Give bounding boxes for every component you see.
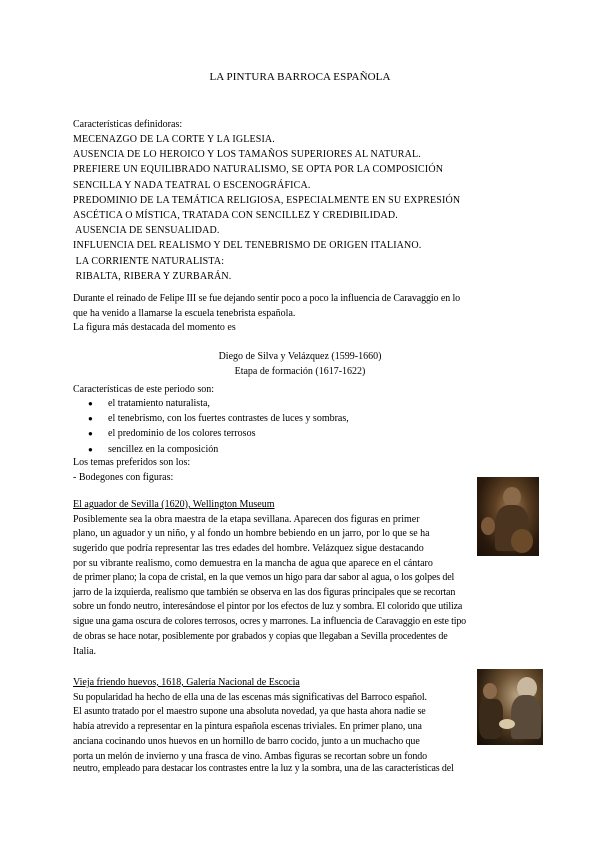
list-item: MECENAZGO DE LA CORTE Y LA IGLESIA. [73,134,275,145]
text-line: Durante el reinado de Felipe III se fue dejando sentir poco a poco la influencia de Caravaggio en lo [73,293,461,304]
bodegones-heading: - Bodegones con figuras: [73,471,174,483]
text-line: de primer plano; la copa de cristal, en la que vemos un higo para dar sabor al agua, o los golpes del [73,572,455,583]
list-item: AUSENCIA DE LO HEROICO Y LOS TAMAÑOS SUPERIORES AL NATURAL. [73,149,421,161]
list-item: LA CORRIENTE NATURALISTA: [73,255,225,267]
text-line: que ha venido a llamarse la escuela tenebrista española. [73,307,296,319]
text-line: Posiblemente sea la obra maestra de la etapa sevillana. Aparecen dos figuras en primer [73,513,420,525]
vieja-section [73,676,513,764]
etapa-heading: Etapa de formación (1617-1622) [234,366,366,377]
vieja-title: Vieja friendo huevos, 1618, Galería Nacional de Escocia [73,677,300,688]
vieja-painting-image [477,669,543,745]
text-line: Su popularidad ha hecho de ella una de las escenas más significativas del Barroco español. [73,691,427,703]
aguador-painting-image [477,477,539,556]
text-line: sobre un fondo neutro, interesándose el pintor por los efectos de luz y sombra. El colorido que utiliza [73,601,463,613]
vieja-paragraph-continued [73,762,528,777]
list-item: SENCILLA Y NADA TEATRAL O ESCENOGRÁFICA. [73,179,311,191]
list-item: ● el predominio de los colores terrosos [88,426,349,441]
text-line: sugerido que podría representar las tres edades del hombre. Velázquez sigue destacando [73,543,424,555]
aguador-section [73,498,513,572]
text-line: sigue una gama oscura de colores terrosos, ocres y marrones. La influencia de Caravaggio en este tipo [73,616,467,628]
temas-heading: Los temas preferidos son los: [73,457,191,468]
text-line: jarro de la izquierda, realismo que también se observa en las dos figuras principales que se recortan [73,586,456,598]
text-line: había atrevido a representar en la pintura española escenas triviales. En primer plano, una [73,721,422,733]
text-line: La figura más destacada del momento es [73,322,236,333]
page-title: LA PINTURA BARROCA ESPAÑOLA [209,71,391,83]
intro-paragraph [73,292,528,336]
list-item: ● el tratamiento naturalista, [88,396,349,411]
list-item: ASCÉTICA O MÍSTICA, TRATADA CON SENCILLEZ Y CREDIBILIDAD. [73,210,398,222]
text-line: porta un melón de invierno y una frasca de vino. Ambas figuras se recortan sobre un fondo [73,750,428,762]
text-line: Italia. [73,645,97,657]
text-line: plano, un aguador y un niño, y al fondo un hombre bebiendo en un jarro, por lo que se ha [73,528,430,540]
caracteristicas-heading: Características definidoras: [73,119,183,130]
text-line: neutro, empleado para destacar los contrastes entre la luz y la sombra, una de las características del [73,763,454,774]
caracteristicas-list [73,132,533,284]
periodo-heading: Características de este periodo son: [73,384,215,395]
list-item: AUSENCIA DE SENSUALIDAD. [73,225,220,237]
list-item: INFLUENCIA DEL REALISMO Y DEL TENEBRISMO DE ORIGEN ITALIANO. [73,240,422,252]
list-item: ● sencillez en la composición [88,442,349,457]
text-line: El asunto tratado por el maestro supone una absoluta novedad, ya que hasta ahora nadie se [73,706,426,718]
list-item: PREDOMINIO DE LA TEMÁTICA RELIGIOSA, ESPECIALMENTE EN SU EXPRESIÓN [73,194,461,206]
list-item: ● el tenebrismo, con los fuertes contrastes de luces y sombras, [88,411,349,426]
aguador-title: El aguador de Sevilla (1620), Wellington Museum [73,499,275,510]
artist-name: Diego de Silva y Velázquez (1599-1660) [218,351,382,362]
text-line: de obras se hace notar, posiblemente por grabados y copias que llegaban a Sevilla procedentes de [73,630,448,642]
text-line: por su vibrante realismo, como demuestra en la mancha de agua que aparece en el cántaro [73,557,433,569]
temas-section [73,456,190,485]
periodo-bullet-list [88,396,349,457]
text-line: anciana cocinando unos huevos en un hornillo de barro cocido, junto a un muchacho que [73,735,420,747]
list-item: RIBALTA, RIBERA Y ZURBARÁN. [73,270,232,282]
list-item: PREFIERE UN EQUILIBRADO NATURALISMO, SE OPTA POR LA COMPOSICIÓN [73,164,444,176]
aguador-paragraph-continued [73,571,528,659]
